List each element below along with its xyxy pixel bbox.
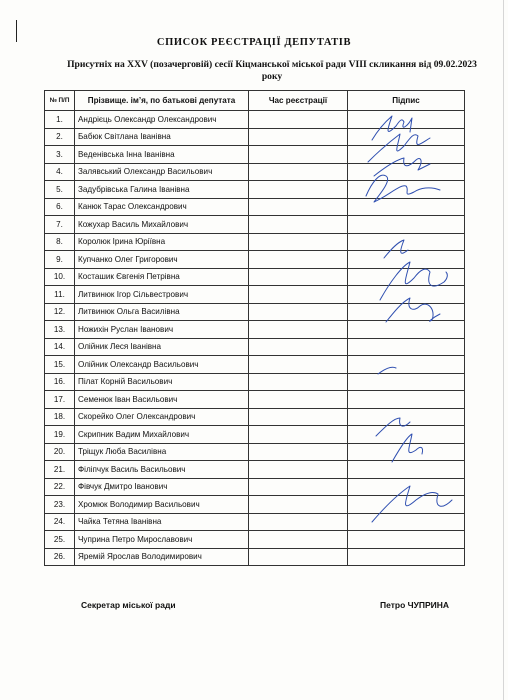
deputy-name: Канюк Тарас Олександрович xyxy=(75,198,249,216)
document-title: СПИСОК РЕЄСТРАЦІЇ ДЕПУТАТІВ xyxy=(156,37,352,48)
page-edge xyxy=(503,0,504,700)
signature-cell xyxy=(348,251,465,269)
deputy-name: Олійник Олександр Васильович xyxy=(75,356,249,374)
registration-time-cell xyxy=(249,303,348,321)
table-row xyxy=(45,198,465,216)
row-number: 1. xyxy=(45,111,75,129)
deputy-name: Скорейко Олег Олександрович xyxy=(75,408,249,426)
table-row xyxy=(45,321,465,339)
deputy-name: Олійник Леся Іванівна xyxy=(75,338,249,356)
secretary-label: Секретар міської ради xyxy=(81,600,176,610)
deputy-name: Філіпчук Василь Васильович xyxy=(75,461,249,479)
table-row xyxy=(45,461,465,479)
secretary-name: Петро ЧУПРИНА xyxy=(380,600,450,610)
registration-time-cell xyxy=(249,111,348,129)
signature-cell xyxy=(348,426,465,444)
registration-time-cell xyxy=(249,391,348,409)
signature-cell xyxy=(348,303,465,321)
registration-time-cell xyxy=(249,356,348,374)
table-row xyxy=(45,531,465,549)
table-row xyxy=(45,163,465,181)
row-number: 17. xyxy=(45,391,75,409)
row-number: 22. xyxy=(45,478,75,496)
deputy-name: Королюк Ірина Юріївна xyxy=(75,233,249,251)
table-row xyxy=(45,408,465,426)
signature-cell xyxy=(348,478,465,496)
registration-time-cell xyxy=(249,443,348,461)
table-row xyxy=(45,128,465,146)
row-number: 4. xyxy=(45,163,75,181)
registration-time-cell xyxy=(249,478,348,496)
table-row xyxy=(45,233,465,251)
registration-time-cell xyxy=(249,461,348,479)
header-time: Час реєстрації xyxy=(249,91,348,111)
signature-cell xyxy=(348,268,465,286)
signature-cell xyxy=(348,321,465,339)
row-number: 20. xyxy=(45,443,75,461)
signature-cell xyxy=(348,128,465,146)
registration-time-cell xyxy=(249,321,348,339)
signature-cell xyxy=(348,163,465,181)
registration-time-cell xyxy=(249,513,348,531)
registration-time-cell xyxy=(249,216,348,234)
row-number: 14. xyxy=(45,338,75,356)
registration-time-cell xyxy=(249,268,348,286)
deputy-name: Скрипник Вадим Михайлович xyxy=(75,426,249,444)
signature-cell xyxy=(348,356,465,374)
registration-time-cell xyxy=(249,426,348,444)
registration-time-cell xyxy=(249,496,348,514)
signature-cell xyxy=(348,531,465,549)
row-number: 7. xyxy=(45,216,75,234)
signature-cell xyxy=(348,146,465,164)
signature-cell xyxy=(348,373,465,391)
deputy-name: Фівчук Дмитро Іванович xyxy=(75,478,249,496)
deputy-name: Литвинюк Ольга Василівна xyxy=(75,303,249,321)
deputy-name: Чуприна Петро Мирославович xyxy=(75,531,249,549)
signature-cell xyxy=(348,216,465,234)
signature-cell xyxy=(348,443,465,461)
row-number: 10. xyxy=(45,268,75,286)
registration-time-cell xyxy=(249,408,348,426)
table-row xyxy=(45,216,465,234)
table-row xyxy=(45,548,465,566)
deputy-name: Бабюк Світлана Іванівна xyxy=(75,128,249,146)
deputy-name: Андрієць Олександр Олександрович xyxy=(75,111,249,129)
signature-cell xyxy=(348,391,465,409)
table-row xyxy=(45,373,465,391)
registration-table xyxy=(44,90,465,566)
row-number: 23. xyxy=(45,496,75,514)
registration-time-cell xyxy=(249,531,348,549)
header-name: Прізвище. ім’я, по батькові депутата xyxy=(75,91,249,111)
row-number: 8. xyxy=(45,233,75,251)
table-row xyxy=(45,443,465,461)
table-row xyxy=(45,111,465,129)
registration-time-cell xyxy=(249,198,348,216)
table-row xyxy=(45,496,465,514)
table-header-row xyxy=(45,91,465,111)
row-number: 16. xyxy=(45,373,75,391)
signature-cell xyxy=(348,513,465,531)
registration-time-cell xyxy=(249,163,348,181)
table-row xyxy=(45,338,465,356)
deputy-name: Тріщук Люба Василівна xyxy=(75,443,249,461)
deputy-name: Пілат Корній Васильович xyxy=(75,373,249,391)
deputy-name: Яремій Ярослав Володимирович xyxy=(75,548,249,566)
row-number: 21. xyxy=(45,461,75,479)
row-number: 9. xyxy=(45,251,75,269)
registration-time-cell xyxy=(249,181,348,199)
row-number: 18. xyxy=(45,408,75,426)
signature-cell xyxy=(348,286,465,304)
deputy-name: Чайка Тетяна Іванівна xyxy=(75,513,249,531)
row-number: 15. xyxy=(45,356,75,374)
signature-cell xyxy=(348,496,465,514)
table-body xyxy=(45,111,465,566)
table-row xyxy=(45,251,465,269)
signature-cell xyxy=(348,408,465,426)
registration-time-cell xyxy=(249,128,348,146)
registration-time-cell xyxy=(249,233,348,251)
registration-time-cell xyxy=(249,548,348,566)
header-signature: Підпис xyxy=(348,91,465,111)
signature-cell xyxy=(348,233,465,251)
deputy-name: Семенюк Іван Васильович xyxy=(75,391,249,409)
deputy-name: Купчанко Олег Григорович xyxy=(75,251,249,269)
registration-time-cell xyxy=(249,251,348,269)
header-number: № П/П xyxy=(45,91,75,111)
signature-cell xyxy=(348,338,465,356)
table-row xyxy=(45,268,465,286)
row-number: 25. xyxy=(45,531,75,549)
signature-cell xyxy=(348,198,465,216)
deputy-name: Ножихін Руслан Іванович xyxy=(75,321,249,339)
registration-time-cell xyxy=(249,286,348,304)
row-number: 19. xyxy=(45,426,75,444)
table-row xyxy=(45,146,465,164)
row-number: 24. xyxy=(45,513,75,531)
registration-time-cell xyxy=(249,338,348,356)
registration-time-cell xyxy=(249,373,348,391)
table-row xyxy=(45,391,465,409)
row-number: 3. xyxy=(45,146,75,164)
signature-cell xyxy=(348,181,465,199)
deputy-name: Кожухар Василь Михайлович xyxy=(75,216,249,234)
table-row xyxy=(45,286,465,304)
signature-cell xyxy=(348,111,465,129)
table-row xyxy=(45,181,465,199)
row-number: 6. xyxy=(45,198,75,216)
deputy-name: Хромюк Володимир Васильович xyxy=(75,496,249,514)
row-number: 2. xyxy=(45,128,75,146)
row-number: 5. xyxy=(45,181,75,199)
deputy-name: Литвинюк Ігор Сільвестрович xyxy=(75,286,249,304)
table-row xyxy=(45,513,465,531)
deputy-name: Веденівська Інна Іванівна xyxy=(75,146,249,164)
table-row xyxy=(45,303,465,321)
row-number: 13. xyxy=(45,321,75,339)
registration-time-cell xyxy=(249,146,348,164)
table-row xyxy=(45,426,465,444)
row-number: 12. xyxy=(45,303,75,321)
signature-cell xyxy=(348,548,465,566)
document-subtitle: Присутніх на XXV (позачерговій) сесії Кіцманської міської ради VIII скликання від 09.02.2023 року xyxy=(67,59,477,82)
deputy-name: Косташик Євгенія Петрівна xyxy=(75,268,249,286)
deputy-name: Задубрівська Галина Іванівна xyxy=(75,181,249,199)
row-number: 26. xyxy=(45,548,75,566)
signature-cell xyxy=(348,461,465,479)
table-row xyxy=(45,356,465,374)
table-row xyxy=(45,478,465,496)
row-number: 11. xyxy=(45,286,75,304)
deputy-name: Залявський Олександр Васильович xyxy=(75,163,249,181)
